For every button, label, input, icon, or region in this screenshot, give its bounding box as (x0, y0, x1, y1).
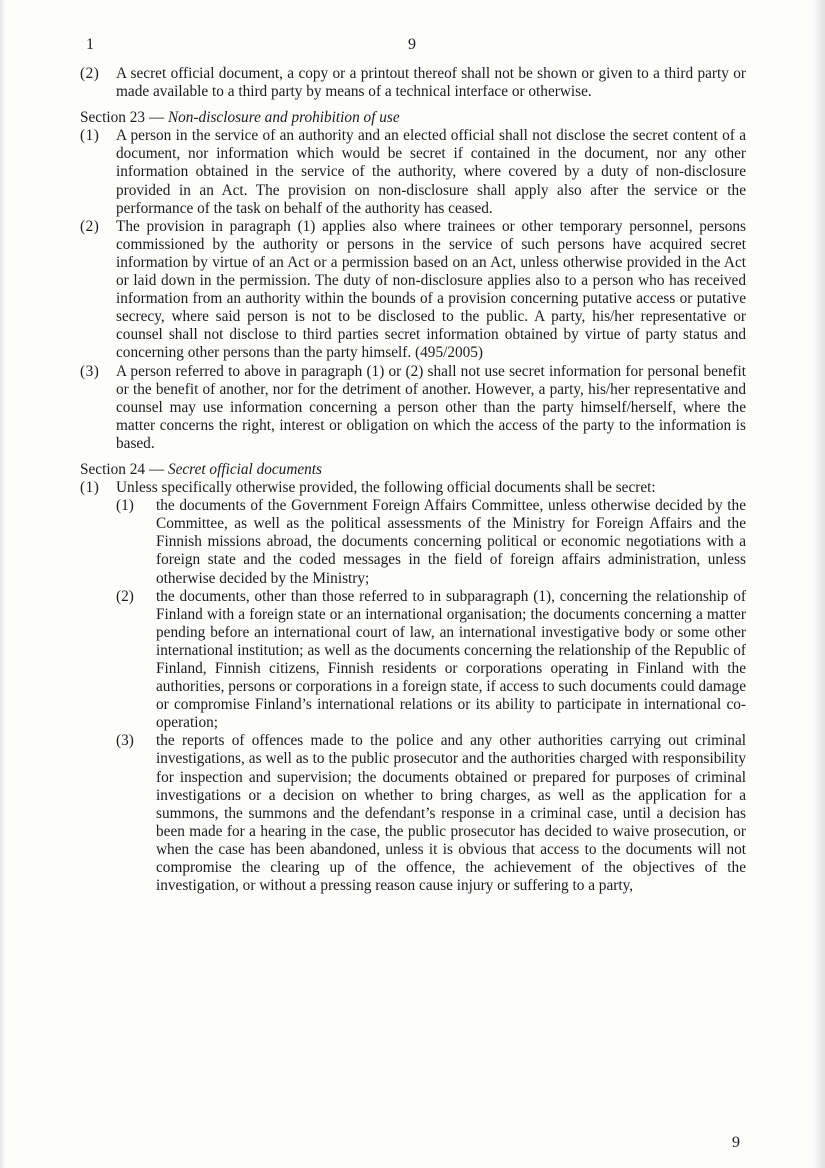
paragraph-number: (1) (80, 479, 100, 497)
header-left-number: 1 (86, 36, 94, 53)
document-body (80, 65, 746, 895)
section-23-paragraph-1 (80, 127, 746, 217)
paragraph-text: A person in the service of an authority and an elected official shall not disclose the secret content of a document, nor information which would be secret if contained in the document, nor any other information obtained in the service of the authority, where covered by a duty of non-disclosure provided in an Act. The provision on non-disclosure shall apply also after the service or the performance of the task on behalf of the authority has ceased. (116, 127, 746, 217)
section-24-heading (80, 461, 746, 479)
paragraph-number: (2) (80, 65, 100, 82)
section-title: Secret official documents (167, 460, 323, 478)
section-23-paragraph-2 (80, 218, 746, 363)
intro-paragraph (80, 65, 746, 101)
paragraph-number: (2) (80, 217, 100, 235)
footer-page-number: 9 (732, 1134, 740, 1151)
subparagraph-text: the documents, other than those referred to in subparagraph (1), concerning the relationship of Finland with a foreign state or an international organisation; the documents concerning a matter pending before an international court of law, an international investigative body or some other international institution; as well as the documents concerning the relationship of the Republic of Finland, Finnish citizens, Finnish residents or corporations operating in Finland with the authorities, persons or corporations in a foreign state, if access to such documents could damage or compromise Finland’s international relations or its ability to participate in international co-operation; (156, 587, 746, 732)
section-label: Section 23 — (80, 109, 168, 127)
paragraph-text: The provision in paragraph (1) applies also where trainees or other temporary personnel, persons commissioned by the authority or persons in the service of such persons have acquired secret information by virtue of an Act or a permission based on an Act, unless otherwise provided in the Act or laid down in the permission. The duty of non-disclosure applies also to a person who has received information from an authority within the bounds of a provision concerning putative access or putative secrecy, where said person is not to be disclosed to the public. A party, his/her representative or counsel shall not disclose to third parties secret information obtained by virtue of party status and concerning other persons than the party himself. (495/2005) (116, 217, 746, 362)
subparagraph-number: (3) (116, 732, 134, 750)
header-page-number: 9 (408, 36, 416, 53)
subparagraph-2 (116, 588, 746, 733)
paragraph-number: (3) (80, 362, 100, 380)
subparagraph-number: (1) (116, 497, 134, 515)
paragraph-text: A person referred to above in paragraph (1) or (2) shall not use secret information for personal benefit or the benefit of another, nor for the detriment of another. However, a party, his/her representative and counsel may use information concerning a person other than the party himself/herself, where the matter concerns the right, interest or obligation on which the access of the party to the information is based. (116, 362, 746, 452)
section-24-paragraph-1 (80, 479, 746, 497)
section-23-paragraph-3 (80, 363, 746, 453)
scan-edge-left (0, 0, 6, 1168)
scan-edge-right (811, 0, 825, 1168)
paragraph-text: A secret official document, a copy or a printout thereof shall not be shown or given to a third party or made available to a third party by means of a technical interface or otherwise. (116, 65, 746, 101)
subparagraph-3 (116, 732, 746, 895)
paragraph-number: (1) (80, 127, 100, 145)
subparagraph-text: the reports of offences made to the police and any other authorities carrying out criminal investigations, as well as to the public prosecutor and the authorities charged with responsibility for inspection and supervision; the documents obtained or prepared for purposes of criminal investigations or a decision on whether to bring charges, as well as the application for a summons, the summons and the defendant’s response in a criminal case, until a decision has been made for a hearing in the case, the public prosecutor has decided to waive prosecution, or when the case has been abandoned, unless it is obvious that access to the documents will not compromise the clearing up of the offence, the achievement of the objectives of the investigation, or without a pressing reason cause injury or suffering to a party, (156, 732, 746, 895)
subparagraph-1 (116, 497, 746, 587)
paragraph-text: Unless specifically otherwise provided, the following official documents shall be secret: (116, 479, 656, 497)
section-23-heading (80, 109, 746, 127)
subparagraph-number: (2) (116, 587, 134, 605)
section-label: Section 24 — (80, 460, 168, 478)
subparagraph-text: the documents of the Government Foreign Affairs Committee, unless otherwise decided by the Committee, as well as the political assessments of the Ministry for Foreign Affairs and the Finnish missions abroad, the documents concerning political or economic negotiations with a foreign state and the coded messages in the field of foreign affairs administration, unless otherwise decided by the Ministry; (156, 497, 746, 587)
section-title: Non-disclosure and prohibition of use (167, 109, 400, 127)
